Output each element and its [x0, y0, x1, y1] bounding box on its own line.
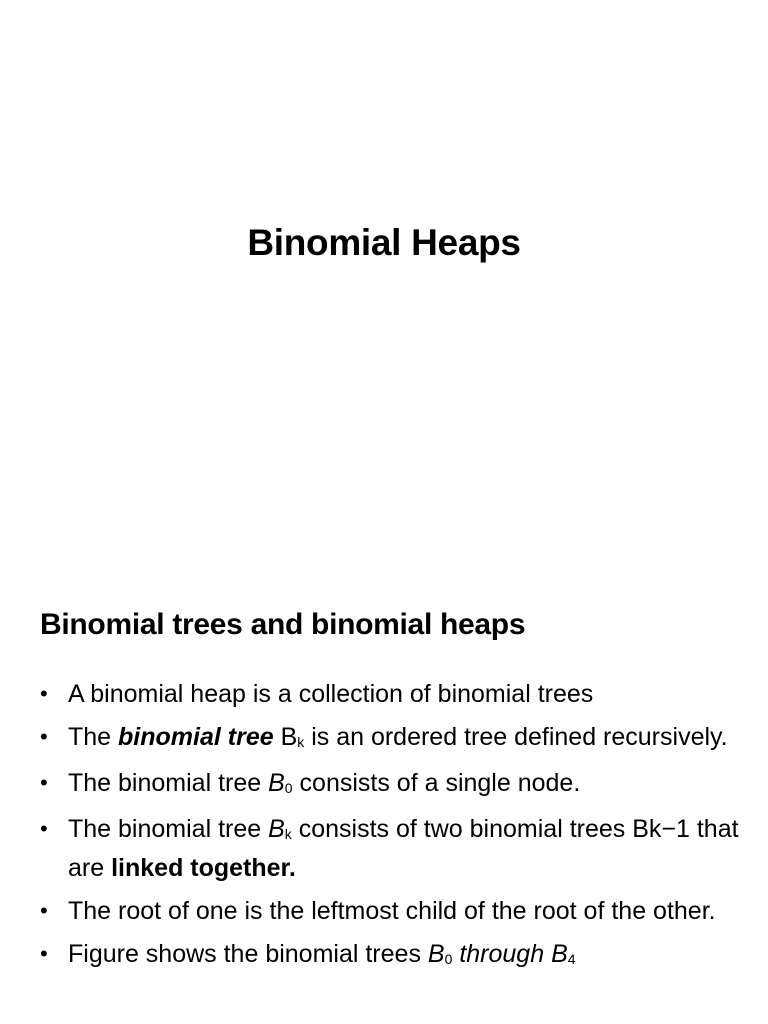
bullet-icon: • — [40, 770, 48, 795]
list-item: • A binomial heap is a collection of binomial trees — [40, 676, 740, 712]
bullet-icon: • — [40, 898, 48, 923]
bullet-icon: • — [40, 816, 48, 841]
slide-title: Binomial Heaps — [247, 222, 521, 263]
list-item: • The binomial tree $B_k$ consists of two binomial trees Bk−1 that are linked together. — [40, 811, 740, 886]
bullet-icon: • — [40, 681, 48, 706]
bullet-icon: • — [40, 724, 48, 749]
list-item: • The binomial tree $B_0$ consists of a single node. — [40, 765, 740, 804]
content-slide — [0, 576, 768, 1024]
bullet-icon: • — [40, 941, 48, 966]
list-item: • The binomial tree $B_k$ is an ordered tree defined recursively. — [40, 719, 740, 758]
list-item: • Figure shows the binomial trees $B_0$ through $B_4$ — [40, 936, 740, 975]
list-item: • The root of one is the leftmost child of the root of the other. — [40, 893, 740, 929]
bullet-list — [40, 676, 740, 982]
slide-heading: Binomial trees and binomial heaps — [40, 608, 526, 641]
